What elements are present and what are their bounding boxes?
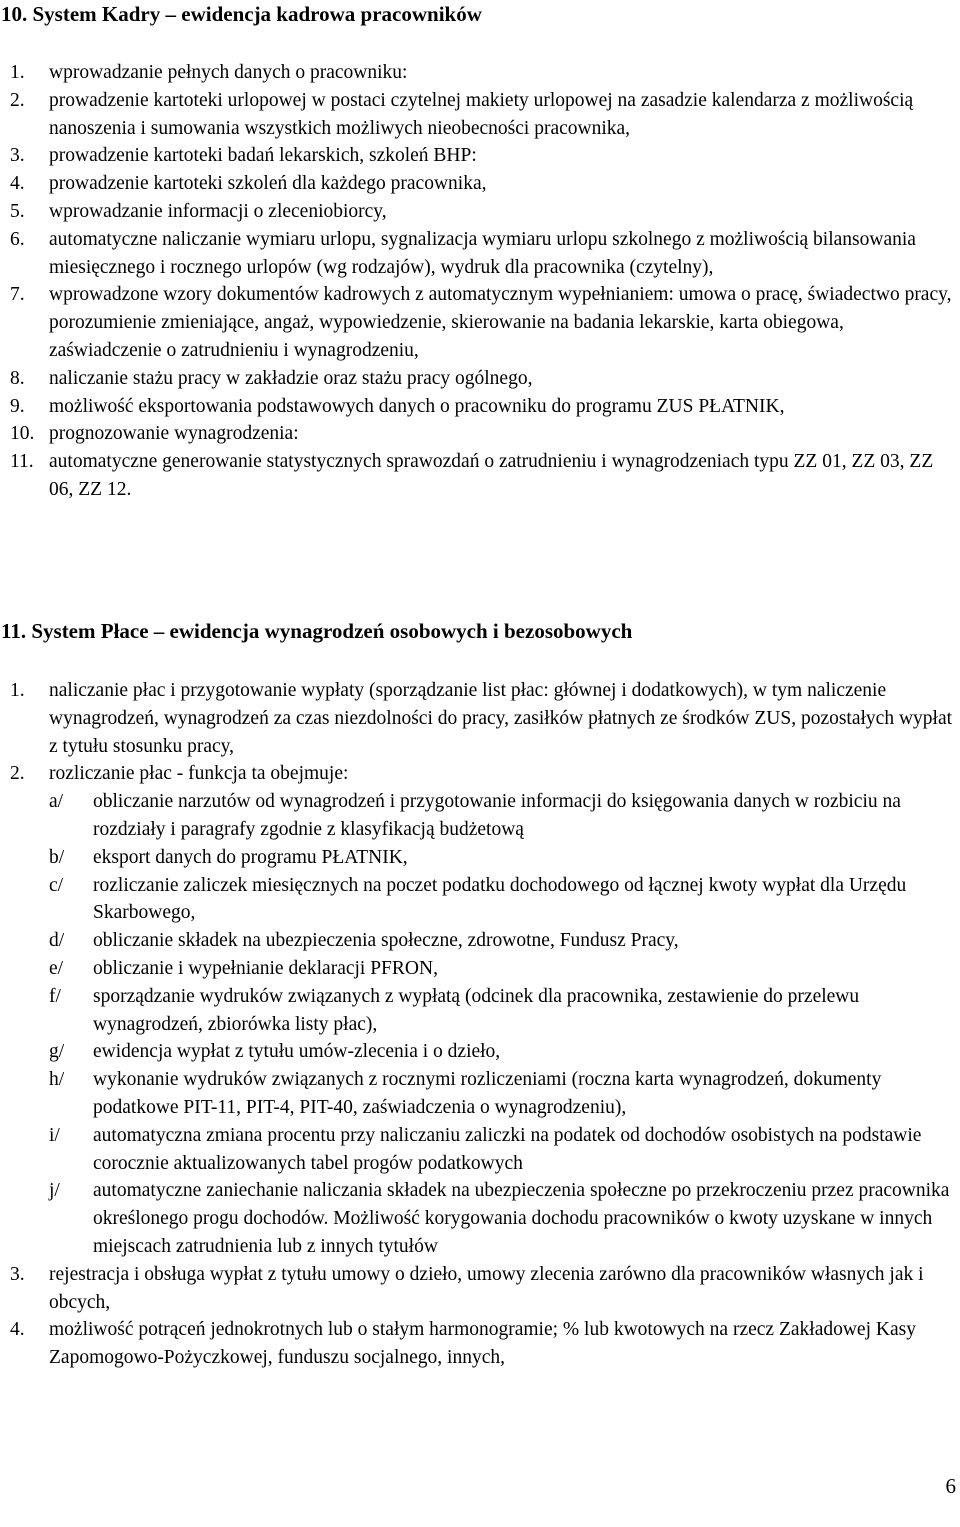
list-item	[10, 677, 955, 760]
list-item	[10, 420, 955, 448]
list-item	[10, 142, 955, 170]
item-text: prowadzenie kartoteki urlopowej w postaci czytelnej makiety urlopowej na zasadzie kalendarza z możliwością nanoszenia i sumowania wszystkich możliwych nieobecności pracownika,	[49, 89, 914, 139]
sub-item-text: eksport danych do programu PŁATNIK,	[93, 846, 408, 868]
sub-item-letter: j/	[49, 1180, 60, 1202]
sub-item-text: sporządzanie wydruków związanych z wypłatą (odcinek dla pracownika, zestawienie do przelewu wynagrodzeń, zbiorówka listy płac),	[93, 985, 860, 1035]
list-item	[10, 1261, 955, 1317]
item-number: 3.	[10, 145, 25, 167]
sub-item-text: obliczanie i wypełnianie deklaracji PFRON,	[93, 957, 438, 979]
item-number: 2.	[10, 763, 25, 785]
sub-item	[49, 844, 955, 872]
page-number: 6	[945, 1474, 956, 1498]
item-number: 2.	[10, 89, 25, 111]
sub-item-letter: c/	[49, 874, 64, 896]
item-text: wprowadzanie pełnych danych o pracowniku:	[49, 62, 408, 83]
sub-item-letter: a/	[49, 791, 64, 813]
sub-item-text: wykonanie wydruków związanych z rocznymi rozliczeniami (roczna karta wynagrodzeń, dokumenty podatkowe PIT-11, PIT-4, PIT-40, zaświadczenia o wynagrodzeniu),	[93, 1069, 882, 1118]
sub-item-text: rozliczanie zaliczek miesięcznych na poczet podatku dochodowego od łącznej kwoty wypłat dla Urzędu Skarbowego,	[93, 874, 907, 924]
sub-item-letter: g/	[49, 1041, 65, 1063]
item-number: 1.	[10, 680, 25, 701]
item-text: wprowadzanie informacji o zleceniobiorcy,	[49, 200, 387, 222]
section-11-heading: 11. System Płace – ewidencja wynagrodzeń osobowych i bezosobowych	[1, 619, 633, 643]
sub-item	[49, 927, 955, 955]
sub-list	[10, 788, 955, 1261]
list-item	[10, 59, 955, 87]
item-number: 10.	[10, 423, 35, 445]
section-10-list	[10, 59, 955, 504]
list-item	[10, 760, 955, 788]
list-item	[10, 1316, 955, 1372]
item-text: możliwość eksportowania podstawowych danych o pracowniku do programu ZUS PŁATNIK,	[49, 395, 785, 417]
list-item	[10, 281, 955, 364]
item-text: prowadzenie kartoteki szkoleń dla każdego pracownika,	[49, 173, 487, 195]
item-text: rejestracja i obsługa wypłat z tytułu umowy o dzieło, umowy zlecenia zarówno dla pracowników własnych jak i obcych,	[49, 1263, 924, 1313]
sub-item-text: automatyczne zaniechanie naliczania składek na ubezpieczenia społeczne po przekroczeniu przez pracownika określonego progu dochodów. Możliwość korygowania dochodu pracowników o kwoty uzyskane w innych miejscach zatrudnienia lub z innych tytułów	[93, 1180, 950, 1257]
sub-item	[49, 1177, 955, 1260]
sub-item-text: obliczanie narzutów od wynagrodzeń i przygotowanie informacji do księgowania danych w rozbiciu na rozdziały i paragrafy zgodnie z klasyfikacją budżetową	[93, 791, 901, 840]
item-number: 6.	[10, 228, 25, 250]
item-number: 11.	[10, 451, 34, 473]
item-number: 9.	[10, 395, 25, 417]
item-text: naliczanie stażu pracy w zakładzie oraz stażu pracy ogólnego,	[49, 367, 533, 389]
list-item	[10, 198, 955, 226]
sub-item-letter: d/	[49, 930, 65, 952]
item-number: 8.	[10, 367, 25, 389]
sub-item-text: obliczanie składek na ubezpieczenia społeczne, zdrowotne, Fundusz Pracy,	[93, 930, 679, 952]
sub-item	[49, 1038, 955, 1066]
item-number: 5.	[10, 200, 25, 222]
item-text: prowadzenie kartoteki badań lekarskich, szkoleń BHP:	[49, 145, 477, 167]
item-text: automatyczne generowanie statystycznych sprawozdań o zatrudnieniu i wynagrodzeniach typu ZZ 01, ZZ 03, ZZ 06, ZZ 12.	[49, 451, 934, 500]
item-number: 4.	[10, 1319, 25, 1341]
item-text: prognozowanie wynagrodzenia:	[49, 423, 299, 445]
list-item	[10, 87, 955, 143]
sub-item	[49, 955, 955, 983]
item-text: automatyczne naliczanie wymiaru urlopu, sygnalizacja wymiaru urlopu szkolnego z możliwością bilansowania miesięcznego i rocznego urlopów (wg rodzajów), wydruk dla pracownika (czytelny),	[49, 228, 916, 278]
sub-item	[49, 788, 955, 844]
section-10-heading: 10. System Kadry – ewidencja kadrowa pracowników	[1, 2, 482, 26]
list-item	[10, 226, 955, 282]
item-number: 1.	[10, 62, 25, 83]
item-text: wprowadzone wzory dokumentów kadrowych z automatycznym wypełnianiem: umowa o pracę, świadectwo pracy, porozumienie zmieniające, angaż, wypowiedzenie, skierowanie na badania lekarskie, karta obiegowa, zaświadczenie o zatrudnieniu i wynagrodzeniu,	[49, 284, 952, 361]
item-text: naliczanie płac i przygotowanie wypłaty (sporządzanie list płac: głównej i dodatkowych), w tym naliczenie wynagrodzeń, wynagrodzeń za czas niezdolności do pracy, zasiłków płatnych ze środków ZUS, pozostałych wypłat z tytułu stosunku pracy,	[49, 680, 953, 757]
sub-item	[49, 983, 955, 1039]
sub-item-text: ewidencja wypłat z tytułu umów-zlecenia i o dzieło,	[93, 1041, 501, 1063]
sub-item-letter: h/	[49, 1069, 65, 1091]
item-text: możliwość potrąceń jednokrotnych lub o stałym harmonogramie; % lub kwotowych na rzecz Zakładowej Kasy Zapomogowo-Pożyczkowej, funduszu socjalnego, innych,	[49, 1319, 916, 1369]
list-item	[10, 170, 955, 198]
item-number: 4.	[10, 173, 25, 195]
item-number: 7.	[10, 284, 25, 306]
sub-item	[49, 1122, 955, 1178]
sub-item-letter: i/	[49, 1124, 60, 1146]
list-item	[10, 393, 955, 421]
sub-item-letter: f/	[49, 985, 61, 1007]
sub-item	[49, 1066, 955, 1122]
list-item	[10, 448, 955, 504]
sub-item-letter: e/	[49, 957, 64, 979]
sub-item-text: automatyczna zmiana procentu przy naliczaniu zaliczki na podatek od dochodów osobistych na podstawie corocznie aktualizowanych tabel progów podatkowych	[93, 1124, 922, 1174]
item-text: rozliczanie płac - funkcja ta obejmuje:	[49, 763, 349, 785]
list-item	[10, 365, 955, 393]
section-11-list	[10, 677, 955, 1372]
item-number: 3.	[10, 1263, 25, 1285]
sub-item-letter: b/	[49, 846, 65, 868]
sub-item	[49, 872, 955, 928]
